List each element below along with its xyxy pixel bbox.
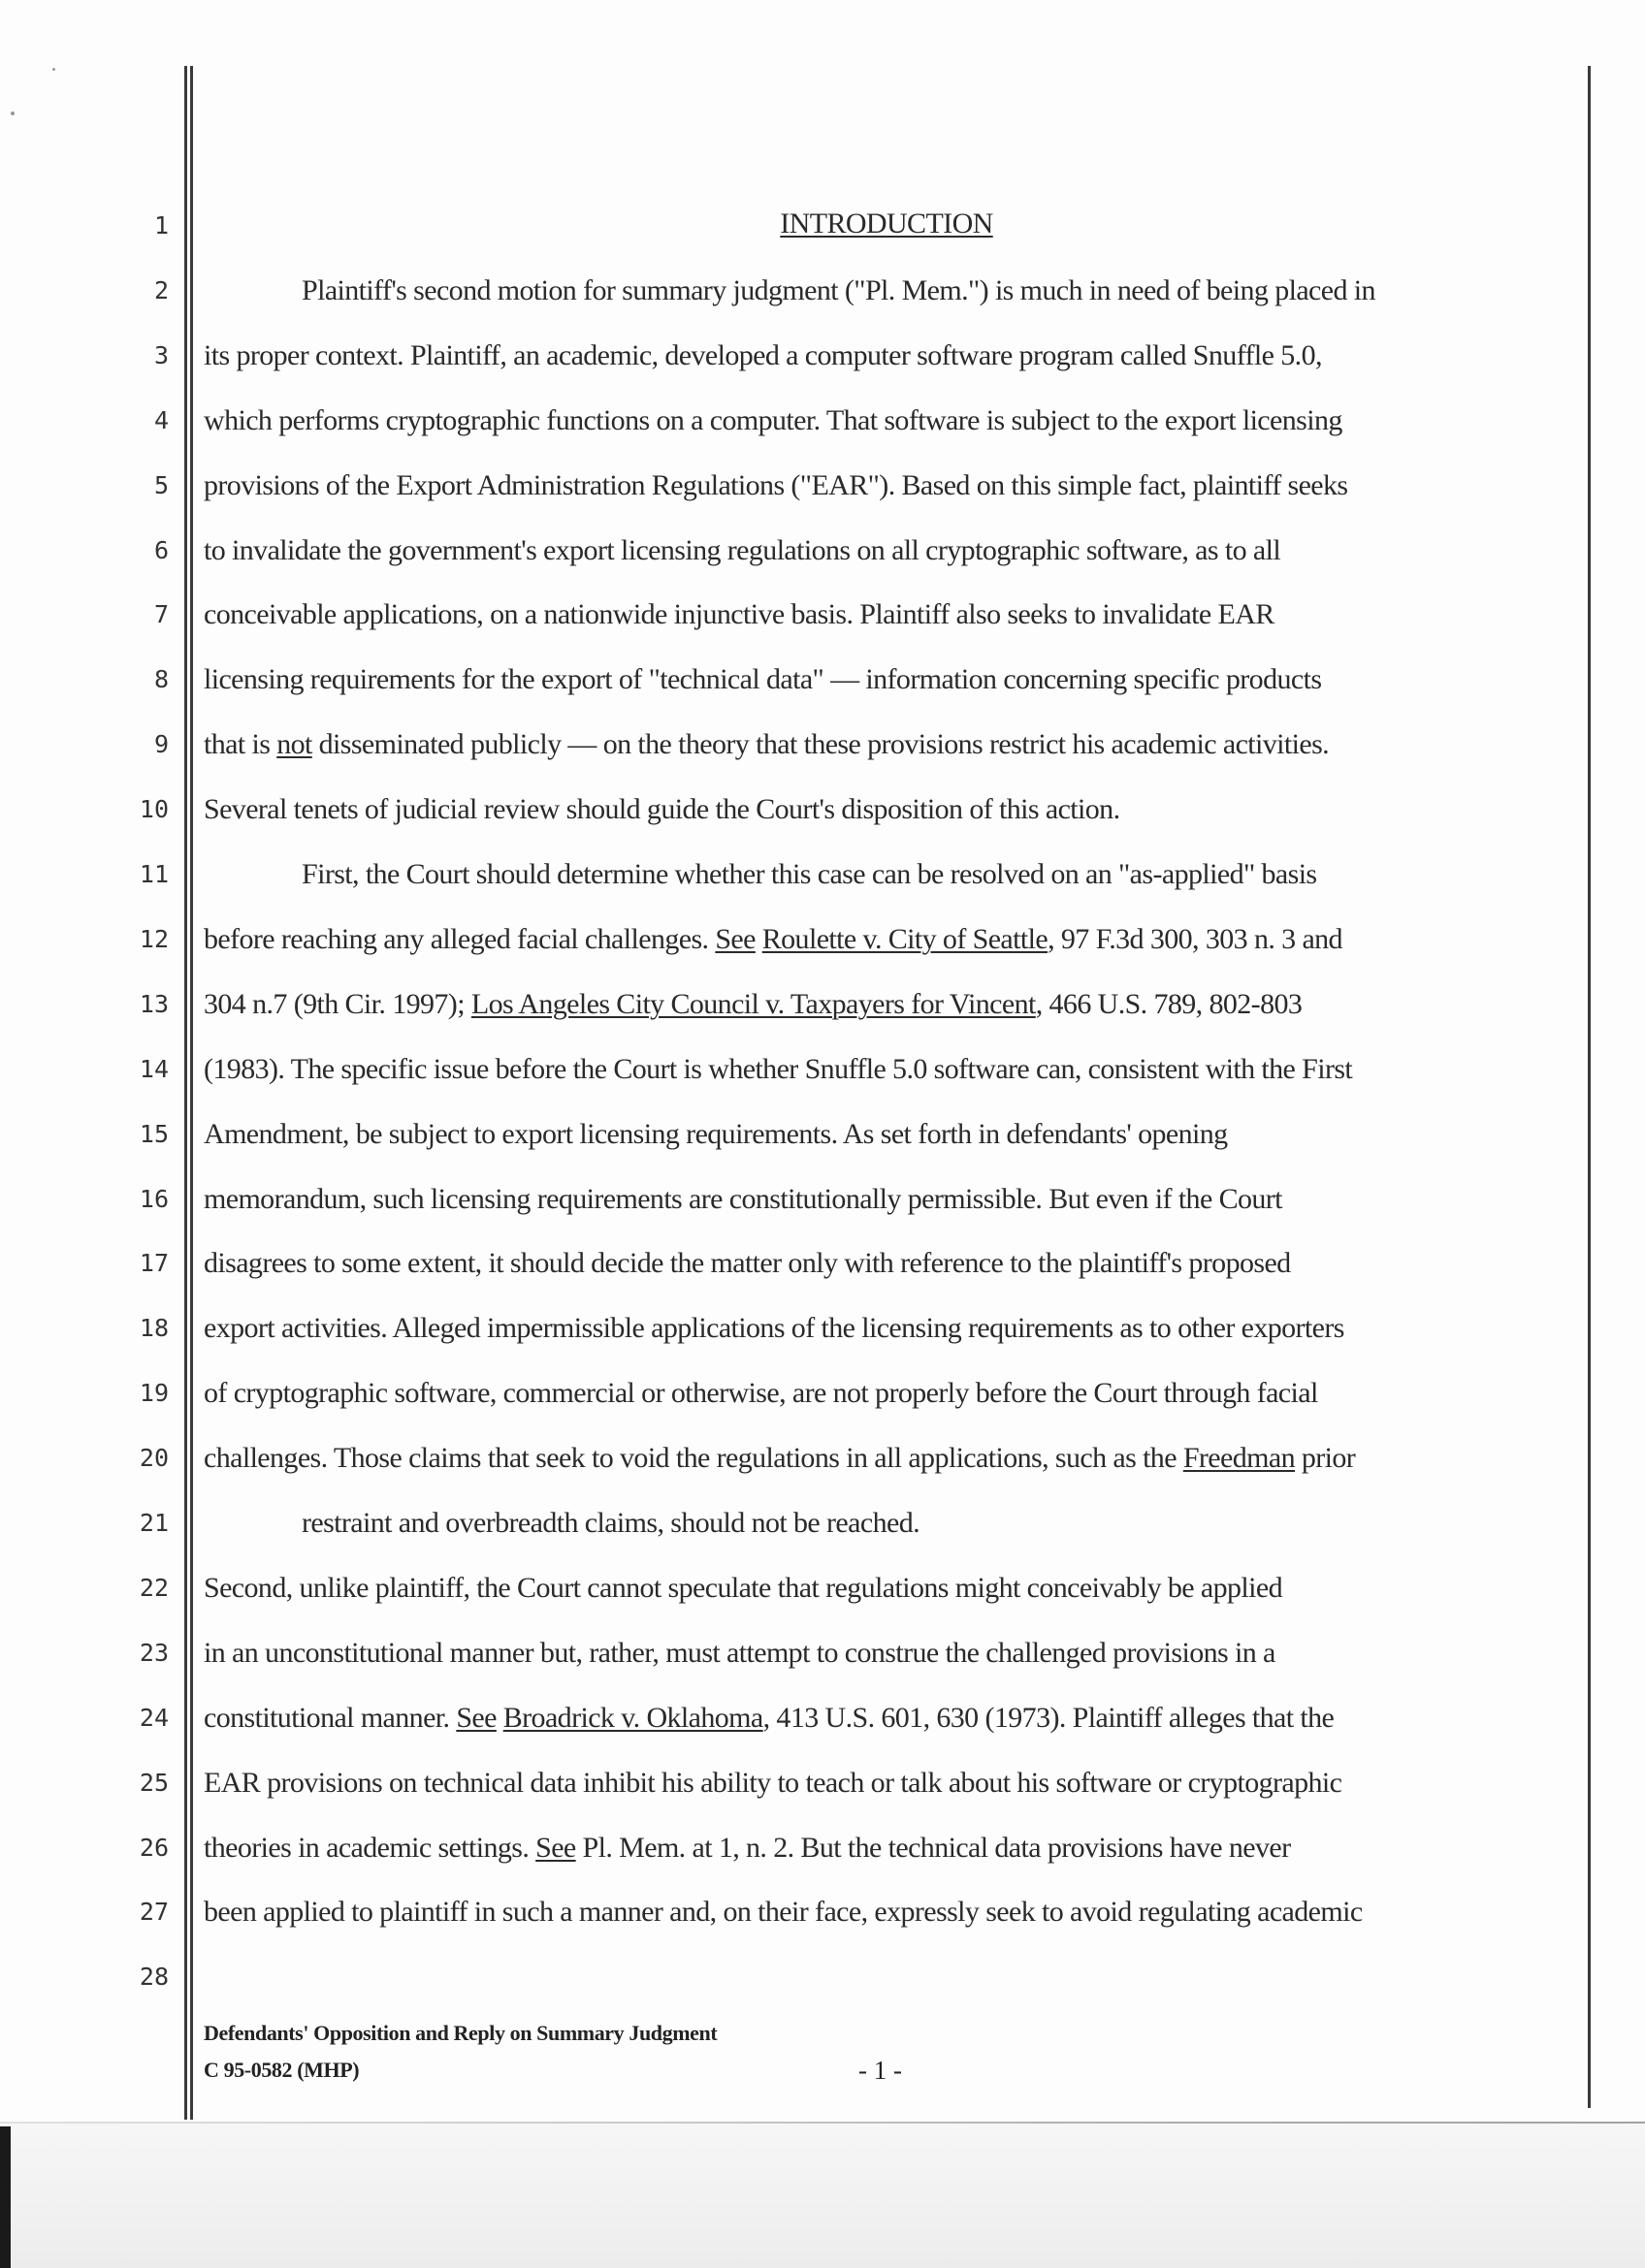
underlined-citation: Los Angeles City Council v. Taxpayers for Vincent: [470, 987, 1036, 1020]
text-run: , 413 U.S. 601, 630 (1973). Plaintiff alleges that the: [762, 1701, 1335, 1734]
line-number: 13: [139, 989, 169, 1018]
text-run: in an unconstitutional manner but, rather, must attempt to construe the challenged provisions in a: [204, 1636, 1275, 1669]
text-run: prior: [1294, 1442, 1356, 1475]
text-line: [204, 793, 1119, 826]
line-number: 12: [139, 924, 169, 953]
line-number: 2: [153, 275, 169, 304]
line-number: 5: [153, 470, 169, 499]
line-number: 15: [139, 1119, 169, 1148]
scan-speck: [52, 68, 55, 71]
text-run: disagrees to some extent, it should decide the matter only with reference to the plaintiff's proposed: [204, 1247, 1291, 1280]
text-run: Several tenets of judicial review should guide the Court's disposition of this action.: [204, 793, 1120, 826]
line-number: 22: [139, 1573, 169, 1602]
text-run: its proper context. Plaintiff, an academic, developed a computer software program called Snuffle 5.0,: [204, 338, 1322, 371]
text-run: to invalidate the government's export licensing regulations on all cryptographic software, as to all: [204, 533, 1281, 566]
underlined-citation: Roulette v. City of Seattle: [761, 922, 1048, 955]
text-run: memorandum, such licensing requirements are constitutionally permissible. But even if the Court: [204, 1182, 1282, 1215]
text-line: [302, 1507, 919, 1540]
line-number: 17: [139, 1249, 169, 1278]
text-line: [302, 274, 1375, 307]
text-line: [302, 858, 1317, 891]
text-line: [204, 1832, 1291, 1865]
text-line: [204, 469, 1347, 502]
text-line: [204, 663, 1321, 696]
heading-text: INTRODUCTION: [780, 208, 993, 240]
page-number: - 1 -: [858, 2056, 902, 2085]
section-heading: [0, 208, 1645, 240]
line-number: 14: [139, 1054, 169, 1083]
text-line: [204, 1572, 1282, 1605]
text-run: , 97 F.3d 300, 303 n. 3 and: [1048, 922, 1342, 955]
text-line: [204, 1702, 1334, 1735]
line-number: 21: [139, 1509, 169, 1537]
line-number: 11: [139, 860, 169, 888]
text-run: 304 n.7 (9th Cir. 1997);: [204, 987, 471, 1020]
text-line: [204, 534, 1280, 567]
line-number: 3: [153, 340, 169, 369]
text-run: , 466 U.S. 789, 802-803: [1035, 987, 1303, 1020]
text-line: [204, 1377, 1318, 1410]
text-run: Plaintiff's second motion for summary judgment ("Pl. Mem.") is much in need of being placed in: [302, 273, 1375, 306]
text-run: before reaching any alleged facial challenges.: [204, 922, 716, 955]
footer-case-number: C 95-0582 (MHP): [204, 2058, 360, 2082]
underlined-citation: See: [456, 1701, 497, 1734]
line-number: 28: [139, 1963, 169, 1992]
text-run: of cryptographic software, commercial or otherwise, are not properly before the Court through facial: [204, 1377, 1318, 1410]
line-number: 7: [153, 600, 169, 629]
footer-title: Defendants' Opposition and Reply on Summary Judgment: [204, 2021, 718, 2045]
text-run: Second, unlike plaintiff, the Court cannot speculate that regulations might conceivably be applied: [204, 1571, 1282, 1604]
line-number: 27: [139, 1898, 169, 1927]
text-run: been applied to plaintiff in such a manner and, on their face, expressly seek to avoid regulating academic: [204, 1896, 1363, 1929]
text-line: [204, 1442, 1355, 1475]
text-line: [204, 988, 1302, 1021]
text-line: [204, 1247, 1291, 1280]
line-number: 4: [153, 405, 169, 434]
line-number: 9: [153, 730, 169, 759]
text-run: licensing requirements for the export of "technical data" — information concerning specific products: [204, 663, 1322, 696]
text-run: constitutional manner.: [204, 1701, 457, 1734]
line-number: 18: [139, 1314, 169, 1343]
right-margin-rule: [1588, 66, 1591, 2108]
text-line: [204, 1118, 1228, 1151]
text-line: [204, 404, 1342, 437]
underlined-citation: See: [535, 1831, 576, 1864]
text-line: [204, 1183, 1282, 1216]
line-number: 1: [153, 211, 169, 240]
text-run: that is: [204, 728, 277, 761]
left-margin-rule-inner: [190, 66, 193, 2120]
text-line: [204, 1637, 1275, 1670]
line-number: 16: [139, 1184, 169, 1213]
text-run: (1983). The specific issue before the Court is whether Snuffle 5.0 software can, consistent with the First: [204, 1052, 1353, 1085]
text-run: [497, 1702, 503, 1734]
text-run: restraint and overbreadth claims, should not be reached.: [302, 1507, 919, 1539]
text-line: [204, 923, 1342, 956]
line-number: 24: [139, 1703, 169, 1732]
text-run: export activities. Alleged impermissible applications of the licensing requirements as to other exporters: [204, 1312, 1344, 1345]
text-line: [204, 1312, 1344, 1345]
line-number: 10: [139, 795, 169, 824]
line-number: 25: [139, 1768, 169, 1797]
text-run: conceivable applications, on a nationwide injunctive basis. Plaintiff also seeks to invalidate EAR: [204, 598, 1274, 631]
line-number: 6: [153, 535, 169, 564]
text-run: which performs cryptographic functions on a computer. That software is subject to the export licensing: [204, 403, 1342, 436]
text-run: challenges. Those claims that seek to void the regulations in all applications, such as the: [204, 1442, 1183, 1475]
line-number: 8: [153, 665, 169, 694]
text-run: provisions of the Export Administration Regulations ("EAR"). Based on this simple fact, plaintiff seeks: [204, 468, 1348, 501]
text-run: EAR provisions on technical data inhibit his ability to teach or talk about his software or cryptographic: [204, 1766, 1342, 1799]
line-number: 26: [139, 1833, 169, 1862]
underlined-citation: Freedman: [1182, 1442, 1295, 1475]
line-number: 19: [139, 1379, 169, 1408]
scanner-black-strip: [0, 2126, 11, 2268]
line-number: 20: [139, 1444, 169, 1473]
scan-speck: [11, 112, 15, 115]
text-line: [204, 728, 1329, 761]
text-line: [204, 1896, 1363, 1929]
underlined-citation: See: [715, 922, 756, 955]
text-run: Amendment, be subject to export licensing requirements. As set forth in defendants' opening: [204, 1117, 1228, 1150]
left-margin-rule-outer: [184, 66, 187, 2120]
text-run: Pl. Mem. at 1, n. 2. But the technical data provisions have never: [575, 1831, 1291, 1864]
underlined-citation: Broadrick v. Oklahoma: [502, 1701, 763, 1734]
text-run: theories in academic settings.: [204, 1831, 536, 1864]
text-run: disseminated publicly — on the theory that these provisions restrict his academic activities.: [311, 728, 1330, 761]
text-run: First, the Court should determine whether this case can be resolved on an "as-applied" basis: [302, 858, 1317, 890]
scanner-background: [0, 2124, 1645, 2268]
text-line: [204, 598, 1274, 631]
underlined-citation: not: [276, 728, 312, 761]
text-line: [204, 339, 1322, 372]
text-run: [756, 923, 762, 955]
line-number: 23: [139, 1638, 169, 1667]
text-line: [204, 1053, 1352, 1086]
text-line: [204, 1767, 1341, 1800]
